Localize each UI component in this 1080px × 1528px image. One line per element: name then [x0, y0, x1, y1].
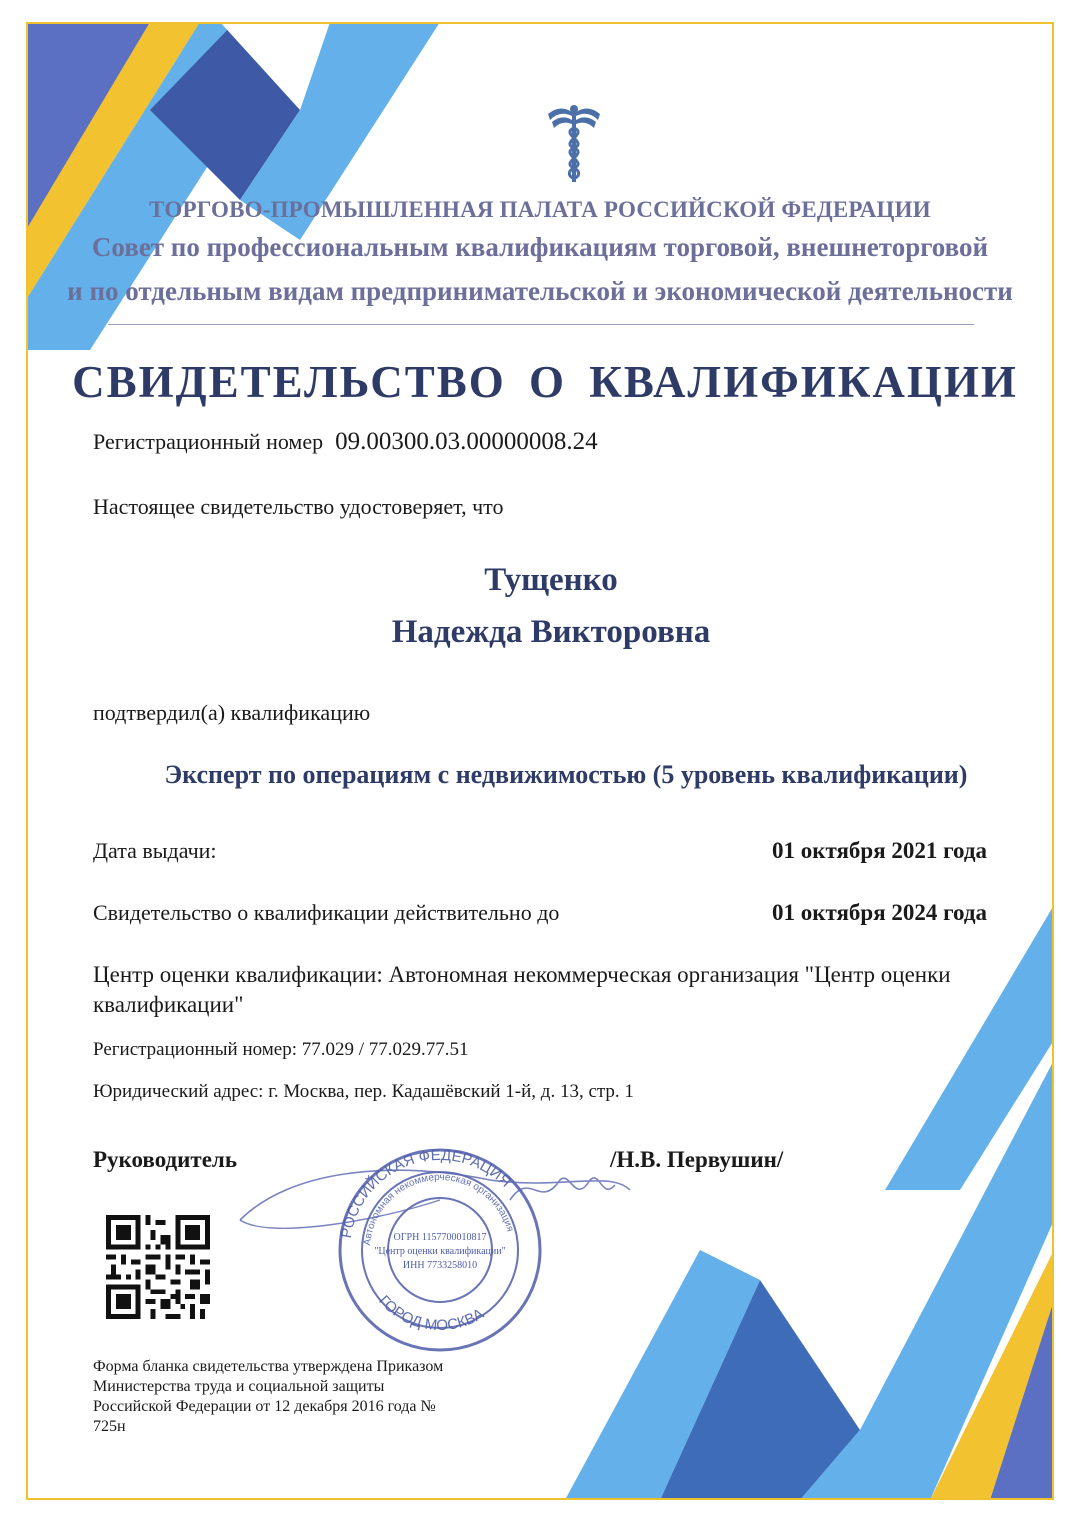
assessment-center: Центр оценки квалификации: Автономная некоммерческая организация "Центр оценки квалификации"	[93, 962, 951, 1017]
holder-given-names: Надежда Викторовна	[391, 614, 711, 650]
stamp-inner-text: "Центр оценки квалификации"	[374, 1246, 506, 1257]
official-stamp	[230, 1130, 650, 1370]
stamp-outer-text: РОССИЙСКАЯ ФЕДЕРАЦИЯ	[337, 1146, 515, 1240]
issue-date-label: Дата выдачи:	[93, 838, 217, 863]
stamp-ring-text: Автономная некоммерческая организация	[362, 1171, 516, 1247]
stamp-inn: ИНН 7733258010	[402, 1260, 478, 1271]
council-name-line2: и по отдельным видам предпринимательской и экономической деятельности	[67, 276, 1013, 306]
qr-code	[106, 1215, 210, 1319]
valid-until-label: Свидетельство о квалификации действительно до	[93, 900, 560, 925]
registration-number-value: 09.00300.03.00000008.24	[335, 428, 598, 455]
signatory-name: /Н.В. Первушин/	[610, 1147, 784, 1172]
legal-address: Юридический адрес: г. Москва, пер. Кадашёвский 1-й, д. 13, стр. 1	[93, 1081, 634, 1102]
stamp-bottom-text: ГОРОД МОСКВА	[375, 1292, 487, 1335]
svg-text:ГОРОД МОСКВА	[375, 1292, 486, 1334]
signatory-role: Руководитель	[93, 1147, 237, 1172]
confirmed-text: подтвердил(а) квалификацию	[93, 700, 371, 725]
chamber-name: ТОРГОВО-ПРОМЫШЛЕННАЯ ПАЛАТА РОССИЙСКОЙ ФЕДЕРАЦИИ	[149, 197, 931, 222]
registration-number-label: Регистрационный номер	[93, 429, 324, 454]
qualification-name: Эксперт по операциям с недвижимостью (5 уровень квалификации)	[164, 760, 968, 789]
council-name-line1: Совет по профессиональным квалификациям торговой, внешнеторговой	[91, 232, 989, 262]
center-registration-number: Регистрационный номер: 77.029 / 77.029.77.51	[93, 1039, 469, 1060]
intro-text: Настоящее свидетельство удостоверяет, что	[93, 494, 504, 519]
caduceus-emblem-icon	[546, 104, 602, 184]
registration-number-row	[93, 428, 598, 456]
stamp-ogrn: ОГРН 1157700010817	[393, 1232, 487, 1243]
valid-until-value: 01 октября 2024 года	[771, 900, 987, 925]
certificate-title: СВИДЕТЕЛЬСТВО О КВАЛИФИКАЦИИ	[72, 357, 1018, 407]
issue-date-value: 01 октября 2021 года	[771, 838, 987, 863]
form-approval-note: Форма бланка свидетельства утверждена Приказом Министерства труда и социальной защиты Российской Федерации от 12 декабря 2016 года № 725н	[93, 1358, 444, 1435]
holder-surname: Тущенко	[484, 562, 618, 598]
header-divider	[108, 324, 974, 325]
